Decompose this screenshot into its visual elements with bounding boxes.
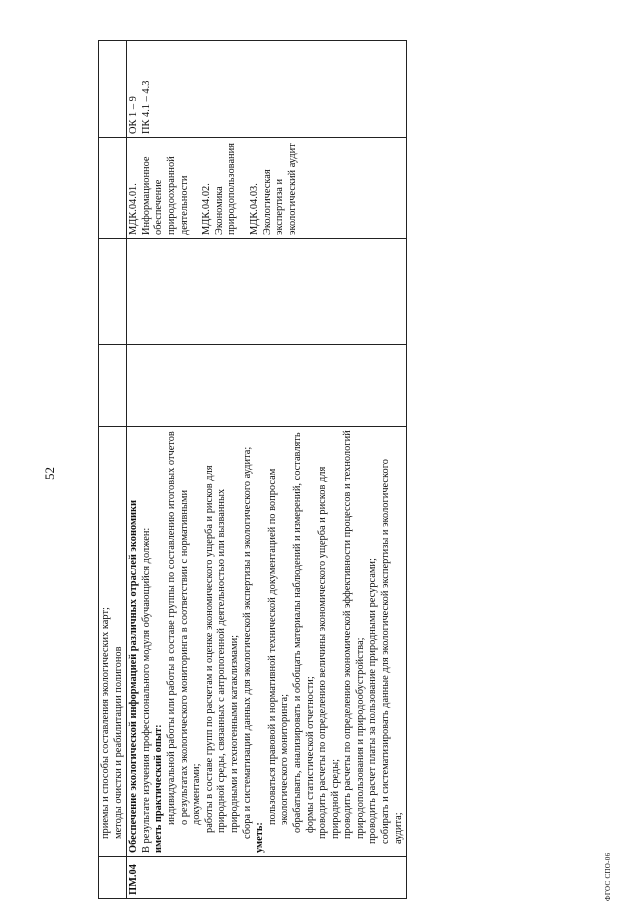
module-title: Обеспечение экологической информацией различных отраслей экономики [128, 500, 140, 853]
mdk-item: МДК.04.02. Экономика природопользования [201, 143, 238, 235]
practice-heading: иметь практический опыт: [153, 724, 165, 853]
practice-item: сбора и систематизации данных для экологической экспертизы и экологического аудита; [241, 446, 253, 839]
footer-mark: ФГОС СПО-06 [604, 852, 612, 901]
module-code: ПМ.04 [127, 857, 407, 899]
mdk-item: МДК.04.03. Экологическая экспертиза и экологический аудит [248, 143, 298, 235]
table-row-previous [99, 41, 127, 899]
mdk-cell-empty [99, 138, 127, 239]
content-line: методы очистки и реабилитации полигонов [112, 646, 124, 839]
mdk-item: МДК.04.01. Информационное обеспечение природоохранной деятельности [128, 156, 190, 235]
skill-item: проводить расчеты по определению экономической эффективности процессов и технологий природопользования и природообустройства; [342, 430, 366, 839]
skill-item: проводить расчет платы за пользование природными ресурсами; [367, 558, 379, 844]
competence-cell [127, 41, 407, 138]
practice-item: работы в составе групп по расчетам и оценке экономического ущерба и рисков для природной среды, связанных с антропогенной деятельностью или вызванных природными и техногенными катаклизмами; [203, 465, 240, 833]
content-line: приемы и способы составления экологических карт; [100, 607, 111, 839]
skill-item: обрабатывать, анализировать и обобщать материалы наблюдений и измерений, составлять формы статистической отчетности; [291, 432, 316, 833]
empty-cell [99, 345, 127, 427]
page-number: 52 [42, 467, 57, 480]
competence-general: ОК 1 – 9 [128, 96, 140, 134]
skills-heading: уметь: [254, 822, 266, 853]
skill-item: проводить расчеты по определению величины экономического ущерба и рисков для природной среды; [317, 466, 341, 839]
competence-cell-empty [99, 41, 127, 138]
empty-cell [99, 239, 127, 345]
code-cell-empty [99, 857, 127, 899]
table-row-pm04 [127, 41, 407, 899]
skill-item: собирать и систематизировать данные для экологической экспертизы и экологического аудита; [380, 459, 404, 844]
competence-professional: ПК 4.1 – 4.3 [140, 80, 152, 134]
module-content-cell [127, 427, 407, 857]
practice-item: индивидуальной работы или работы в составе группы по составлению итоговых отчетов о результатах экологического мониторинга в соответствии с нормативными документами; [165, 431, 203, 825]
content-cell-previous [99, 427, 127, 857]
module-intro: В результате изучения профессионального модуля обучающийся должен: [140, 527, 152, 853]
skill-item: пользоваться правовой и нормативной технической документацией по вопросам экологического мониторинга; [266, 468, 291, 825]
empty-cell [127, 345, 407, 427]
empty-cell [127, 239, 407, 345]
curriculum-table [98, 40, 407, 899]
mdk-cell [127, 138, 407, 239]
